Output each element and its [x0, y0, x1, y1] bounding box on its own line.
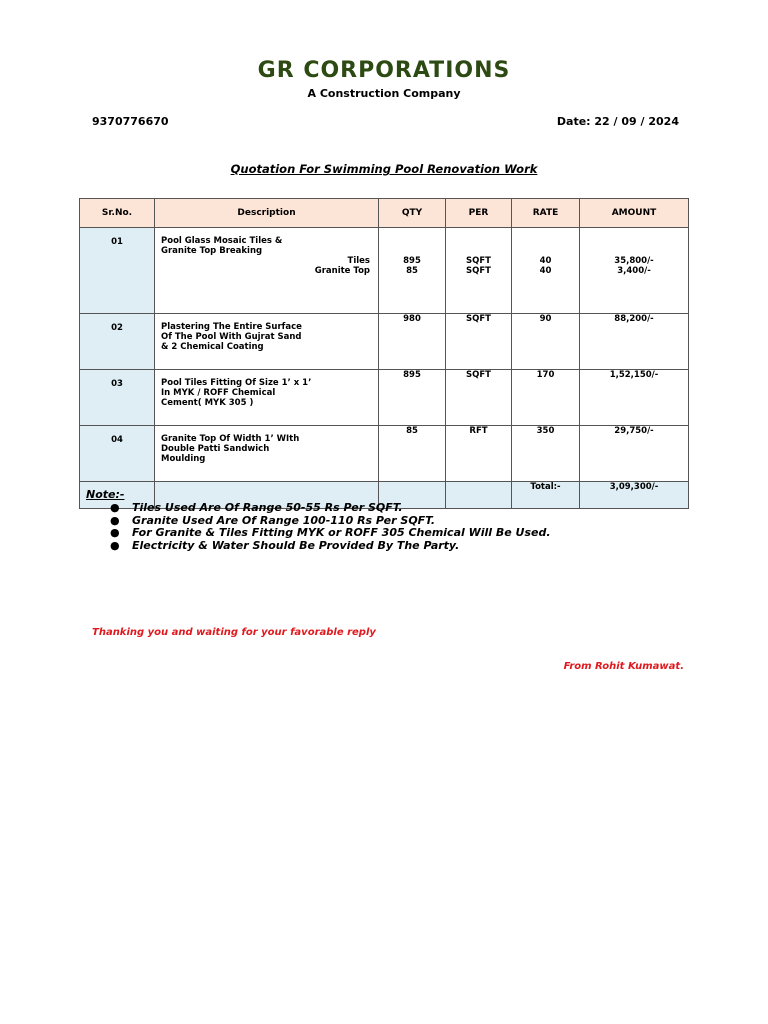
total-value: 3,09,300/- [580, 482, 689, 509]
quotation-table [79, 198, 689, 509]
description-line: Cement( MYK 305 ) [161, 398, 254, 408]
total-label: Total:- [512, 482, 580, 509]
note-text: Electricity & Water Should Be Provided By The Party. [132, 538, 460, 552]
col-header-qty: QTY [379, 199, 446, 228]
row-description [155, 228, 379, 314]
row-qty [379, 228, 446, 314]
closing-signature: From Rohit Kumawat. [563, 661, 684, 672]
sub-item-amount: 35,800/- [614, 256, 654, 266]
sub-item-label: Granite Top [314, 266, 370, 276]
description-line: In MYK / ROFF Chemical [161, 388, 276, 398]
row-srno: 01 [80, 228, 155, 314]
sub-item-qty: 85 [406, 266, 418, 276]
row-amount: 29,750/- [580, 426, 689, 482]
description-line: Granite Top Breaking [161, 246, 263, 256]
notes-title: Note:- [86, 488, 125, 501]
row-amount [580, 228, 689, 314]
company-tagline: A Construction Company [307, 87, 461, 100]
note-text: Tiles Used Are Of Range 50-55 Rs Per SQFT. [132, 501, 403, 514]
sub-item-per: SQFT [466, 266, 491, 276]
description-line: Of The Pool With Gujrat Sand [161, 332, 302, 342]
row-description [155, 370, 379, 426]
col-header-rate: RATE [512, 199, 580, 228]
col-header-srno: Sr.No. [80, 199, 155, 228]
sub-item-rate: 40 [539, 256, 552, 266]
description-line: Pool Glass Mosaic Tiles & [161, 236, 283, 246]
bullet-icon: ● [110, 538, 120, 552]
quotation-title: Quotation For Swimming Pool Renovation Work [230, 162, 538, 176]
description-line: Double Patti Sandwich [161, 444, 270, 454]
closing-thanks: Thanking you and waiting for your favorable reply [92, 627, 376, 638]
table-row [80, 314, 689, 370]
description-line: Pool Tiles Fitting Of Size 1’ x 1’ [161, 378, 312, 388]
row-rate: 170 [512, 370, 580, 426]
bullet-icon: ● [110, 526, 120, 539]
quotation-date: Date: 22 / 09 / 2024 [556, 115, 679, 128]
note-text: For Granite & Tiles Fitting MYK or ROFF 305 Chemical Will Be Used. [132, 526, 551, 539]
col-header-amount: AMOUNT [580, 199, 689, 228]
sub-item-amount: 3,400/- [617, 266, 651, 276]
bullet-icon: ● [110, 513, 120, 527]
row-per [446, 228, 512, 314]
row-qty: 980 [379, 314, 446, 370]
description-line: Granite Top Of Width 1’ WIth [161, 434, 300, 444]
note-text: Granite Used Are Of Range 100-110 Rs Per SQFT. [132, 513, 435, 527]
sub-item-per: SQFT [466, 256, 491, 266]
list-item [86, 540, 551, 553]
row-per: SQFT [446, 370, 512, 426]
description-line: Plastering The Entire Surface [161, 322, 302, 332]
row-amount: 1,52,150/- [580, 370, 689, 426]
row-per: RFT [446, 426, 512, 482]
row-srno: 04 [80, 426, 155, 482]
table-row [80, 228, 689, 314]
phone-number: 9370776670 [92, 115, 169, 128]
table-row [80, 426, 689, 482]
row-rate [512, 228, 580, 314]
row-per: SQFT [446, 314, 512, 370]
bullet-icon: ● [110, 501, 120, 514]
row-rate: 90 [512, 314, 580, 370]
col-header-per: PER [446, 199, 512, 228]
sub-item-label: Tiles [347, 256, 370, 266]
table-header-row [80, 199, 689, 228]
description-line: & 2 Chemical Coating [161, 342, 264, 352]
sub-item-rate: 40 [539, 266, 552, 276]
company-name: GR CORPORATIONS [257, 58, 511, 83]
row-qty: 895 [379, 370, 446, 426]
table-row [80, 370, 689, 426]
row-description [155, 314, 379, 370]
row-rate: 350 [512, 426, 580, 482]
description-line: Moulding [161, 454, 206, 464]
col-header-description: Description [155, 199, 379, 228]
notes-list [86, 502, 551, 552]
row-srno: 03 [80, 370, 155, 426]
sub-item-qty: 895 [403, 256, 421, 266]
row-amount: 88,200/- [580, 314, 689, 370]
row-qty: 85 [379, 426, 446, 482]
row-description [155, 426, 379, 482]
row-srno: 02 [80, 314, 155, 370]
